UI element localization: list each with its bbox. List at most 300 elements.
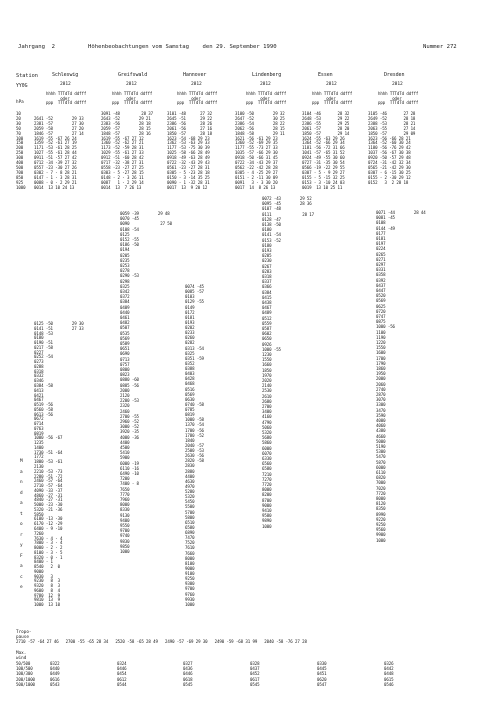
upper-cell: 1624 -55 -63 29 26 [302, 135, 345, 141]
level-entry: 2740 [376, 386, 386, 392]
level-entry: 0819 [185, 412, 195, 418]
level-entry: 2060 [376, 381, 386, 387]
upper-cell: 2383 -56 28 18 [101, 120, 151, 126]
level-entry: 0217 -58 [34, 344, 53, 350]
maxwind-cell: 0451 [317, 671, 327, 677]
maxwind-cell: 0324 [117, 661, 127, 666]
maxwind-cell: 0436 [183, 666, 193, 672]
level-entry: 5320 [262, 430, 272, 435]
level-entry: 0278 [120, 268, 130, 274]
col-subheader-2: oder [46, 95, 70, 101]
station-name: Essen [318, 72, 333, 78]
level-entry: 9700 [185, 586, 195, 592]
level-entry: 4630 [185, 478, 195, 484]
upper-cell: 1359 -52 -61 27 19 [34, 140, 77, 146]
upper-cell: 0305 - 4 -25 29 27 [235, 169, 278, 175]
level-entry: 4000 -36 [120, 434, 139, 440]
level-entry: 0108 [376, 220, 386, 226]
level-entry: 0467 [262, 305, 272, 311]
upper-cell: 0088 - 0 - 2 29 21 [34, 179, 77, 185]
level-entry: 0384 [120, 299, 130, 305]
level-entry: 7270 [262, 476, 272, 482]
level-entry: 0507 [120, 325, 130, 331]
level-entry: 0283 [262, 268, 272, 274]
level-entry: 8000 [376, 496, 386, 501]
upper-cell: 0017 13 9 20 12 [167, 184, 208, 190]
level-entry: 0740 -58 [185, 401, 204, 407]
upper-cell: 0724 -31 -42 32 34 [368, 160, 411, 165]
col-subheader-3: ppp TTTdTd ddfff [378, 100, 419, 105]
pressure-level: 100 [16, 135, 24, 141]
level-entry: 0128 -47 [262, 216, 281, 222]
level-entry: 5900 [120, 455, 130, 461]
col-subheader-1: hhhh TTTdTd ddfff [246, 91, 287, 96]
side-letter: r [20, 532, 23, 538]
level-entry: 0630 [185, 396, 195, 402]
upper-cell: 2647 -52 30 25 [235, 115, 285, 121]
maxwind-cell: 0448 [384, 671, 394, 677]
level-entry: 9810 13 9 [34, 597, 61, 603]
level-entry: 2830 [185, 463, 195, 469]
level-entry: 2680 [262, 398, 272, 404]
level-entry: 0926 [262, 341, 272, 347]
level-entry: 9100 [185, 571, 195, 577]
level-entry: 0613 -56 [34, 411, 53, 417]
level-entry: 4000 [376, 418, 386, 423]
maxwind-cell: 0546 [384, 681, 394, 687]
level-entry: 0224 [376, 246, 386, 252]
side-letter: n [20, 480, 23, 485]
side-letter: M [20, 459, 23, 464]
level-entry: 5680 [262, 435, 272, 441]
level-entry: 2500 -53 [185, 448, 204, 454]
upper-cell: 0147 - 1 - 3 28 31 [34, 174, 77, 180]
level-entry: 7610 [185, 545, 195, 551]
level-entry: 0823 [120, 372, 130, 378]
maxwind-cell: 0543 [50, 681, 60, 687]
station-name: Hannover [183, 72, 207, 78]
level-entry: 0589 [120, 341, 130, 346]
level-entry: 2700 -55 [120, 413, 139, 419]
maxwind-cell: 0547 [317, 681, 327, 687]
upper-cell: 2645 -51 29 22 [167, 115, 212, 121]
upper-cell: 1621 -56 -61 29 23 [235, 135, 278, 141]
upper-cell: 1180 -56 -76 29 42 [368, 145, 411, 151]
level-entry: 0141 -51 27 33 [34, 325, 84, 331]
level-entry: 9000 [34, 568, 44, 574]
level-entry: 3920 -35 [120, 429, 139, 435]
level-entry: 2000 [120, 387, 130, 393]
level-entry: 0141 -54 [262, 232, 281, 238]
level-entry: 0437 [376, 282, 386, 288]
level-entry: 0125 -50 29 30 [34, 321, 84, 326]
level-entry: 2610 [262, 393, 272, 399]
level-entry: 0342 [120, 289, 130, 294]
level-entry: 0625 [376, 303, 386, 309]
upper-cell: 0920 -50 -57 29 48 [368, 155, 411, 161]
level-entry: 5000 [376, 438, 386, 444]
upper-cell: 0014 13 7 26 13 [101, 184, 142, 190]
level-entry: 1730 -51 -64 [34, 449, 63, 455]
level-entry: 8000 [120, 502, 130, 508]
level-entry: 0535 [120, 330, 130, 336]
level-entry: 9780 12 9 [34, 592, 61, 598]
level-entry: 2700 [262, 404, 272, 409]
upper-cell: 0918 -49 -63 28 49 [167, 155, 210, 161]
level-entry: 2280 -51 -72 [34, 473, 63, 479]
upper-cell: 1619 -55 -67 26 24 [34, 135, 77, 141]
level-entry: 0205 [262, 253, 272, 259]
pressure-level: 20 [16, 115, 21, 121]
maxwind-cell: 0617 [250, 676, 260, 682]
col-subheader-2: oder [112, 95, 136, 101]
level-entry: 1220 [376, 340, 386, 345]
level-entry: 0153 -52 [262, 237, 281, 243]
level-entry: 7000 [376, 480, 386, 486]
level-entry: 1790 [376, 360, 386, 366]
upper-cell: 1364 -52 -60 30 24 [368, 140, 411, 146]
side-letter: c [20, 574, 23, 580]
level-entry: 8100 [185, 560, 195, 566]
upper-cell: 0152 3 2 28 18 [368, 179, 409, 185]
level-entry: 9760 [185, 591, 195, 597]
level-entry: 6110 [376, 470, 386, 475]
level-entry: 0325 [185, 350, 195, 356]
level-entry: 2130 [34, 464, 44, 469]
level-entry: 7720 [376, 490, 386, 496]
level-entry: 0415 [262, 294, 272, 300]
level-entry: 0186 -50 [120, 242, 139, 248]
upper-cell: 0307 - 5 - 9 29 27 [302, 169, 345, 175]
level-entry: 2820 -58 [185, 458, 204, 464]
level-entry: 0440 [120, 309, 130, 315]
level-entry: 8400 - 1 [34, 559, 53, 565]
level-entry: 6110 -16 [120, 465, 139, 471]
tropopause-row: 2710 -57 -64 27 46 2700 -55 -65 28 34 2520 -58 -65 28 49 2490 -57 -69 29 30 2490 -59 -68 31 99 2040 -58 -76 27 28 [16, 639, 307, 644]
level-entry: 5850 [34, 511, 44, 517]
level-entry: 8100 - 3 - 5 [34, 549, 63, 555]
station-code: 2812 [191, 82, 202, 87]
level-entry: 0193 [185, 319, 195, 325]
level-entry: 8120 [376, 501, 386, 507]
level-entry: 2120 [120, 393, 130, 398]
level-entry: 0318 [34, 368, 44, 374]
upper-cell: 0918 -50 -66 31 45 [235, 155, 278, 161]
level-entry: 5700 [185, 509, 195, 515]
level-entry: 7630 - 4 - 4 [34, 535, 63, 541]
level-entry: 0569 [376, 298, 386, 304]
level-entry: 1700 -56 [185, 427, 204, 433]
col-subheader-1: hhhh TTTdTd ddfff [378, 91, 419, 96]
level-entry: 8000 [185, 555, 195, 561]
upper-cell [368, 186, 370, 191]
level-entry: 3000 -52 [120, 424, 139, 430]
maxwind-cell: 0437 [250, 666, 260, 672]
maxwind-cell: 0440 [50, 666, 60, 672]
level-entry: 7020 [376, 485, 386, 491]
station-code: 2812 [392, 82, 403, 87]
level-entry: 6000 [262, 445, 272, 451]
maxwind-label: Max. [16, 651, 27, 656]
upper-cell: 1171 -53 -61 28 25 [34, 145, 77, 151]
upper-cell: 1037 -56 -67 30 38 [368, 150, 411, 156]
col-subheader-1: hhhh TTTdTd ddfff [112, 91, 153, 96]
level-entry: 4090 -33 -37 [34, 487, 63, 493]
pressure-level: 1000 [16, 184, 26, 190]
level-entry: 0392 [376, 277, 386, 283]
level-entry: 0253 [120, 263, 130, 268]
level-entry: 9130 [120, 512, 130, 518]
level-entry: 2000 [376, 376, 386, 382]
level-entry: 7470 [185, 535, 195, 541]
maxwind-cell: 0620 [317, 676, 327, 682]
level-entry: 1400 [34, 444, 44, 450]
level-entry: 1700 [376, 355, 386, 361]
pressure-level: 200 [16, 145, 24, 151]
level-entry: 8000 [262, 487, 272, 493]
level-entry: 8330 [120, 507, 130, 513]
level-entry: 0602 [262, 331, 272, 337]
level-entry: 1230 [262, 352, 272, 357]
upper-cell: 0087 1 - 2 29 14 [101, 179, 144, 185]
level-entry: 5500 [185, 504, 195, 510]
upper-cell: 1848 -57 28 16 [101, 130, 151, 136]
level-entry: 5000 -23 -30 [34, 502, 63, 508]
level-entry: 6890 [185, 530, 195, 536]
level-entry: 0372 [120, 294, 130, 300]
level-entry: 4380 [376, 428, 386, 434]
col-subheader-1: hhhh TTTdTd ddfff [46, 91, 87, 96]
upper-cell: 0305 - 5 -23 28 18 [167, 169, 210, 175]
level-entry: 0180 [262, 227, 272, 233]
side-letter: o [20, 522, 23, 527]
level-entry: 8200 [262, 492, 272, 498]
maxwind-cell: 0327 [183, 661, 193, 666]
level-entry: 0273 [34, 359, 44, 365]
level-entry: 9220 [376, 516, 386, 522]
level-entry: 1000 -56 -67 [34, 435, 63, 441]
level-entry: 0337 [262, 279, 272, 285]
upper-cell: 0911 -51 -57 27 42 [34, 155, 77, 161]
level-entry: 0587 [262, 326, 272, 331]
pressure-level: 70 [16, 130, 21, 136]
level-entry: 0144 -49 [376, 225, 395, 231]
upper-cell: 2381 -57 27 30 [34, 120, 84, 126]
maxwind-cell: 0616 [50, 676, 60, 682]
level-entry: 9890 [262, 518, 272, 524]
level-entry: 5320 [185, 494, 195, 500]
maxwind-cell: 0612 [117, 676, 127, 682]
level-entry: 3300 [376, 402, 386, 408]
level-entry: 1000 [120, 549, 130, 554]
side-letter: t [20, 511, 23, 517]
upper-cell: 2059 -58 27 20 [34, 125, 84, 131]
pressure-level: 925 [16, 179, 24, 185]
level-entry: 0152 -55 [120, 237, 139, 242]
upper-cell: 0303 - 5 -27 28 15 [101, 169, 144, 175]
level-entry: 9550 [120, 523, 130, 528]
level-entry: 0885 -56 [120, 382, 139, 388]
pressure-level: 500 [16, 164, 24, 170]
level-entry: 0720 [376, 308, 386, 314]
level-entry: 0095 -45 28 36 [262, 201, 312, 207]
level-entry: 4160 [262, 414, 272, 420]
upper-cell: 1364 -52 -66 29 34 [302, 140, 345, 146]
level-entry: 4400 [120, 439, 130, 445]
level-entry: 0468 [185, 381, 195, 387]
side-letter: F [20, 553, 23, 559]
level-entry: 9000 [262, 502, 272, 508]
upper-cell: 1850 -57 29 09 [368, 130, 416, 136]
upper-cell: 0150 - 3 -14 35 25 [167, 174, 210, 180]
pressure-level: 250 [16, 150, 24, 156]
level-entry: 7720 [262, 482, 272, 487]
level-entry: 0071 -44 28 44 [376, 210, 426, 215]
level-entry: 0428 [185, 376, 195, 382]
upper-cell: 0014 13 10 24 13 [34, 184, 75, 190]
level-entry: 0233 [185, 330, 195, 336]
level-entry: 0672 [34, 416, 44, 422]
level-entry: 0172 [185, 309, 195, 315]
maxwind-cell: 0445 [317, 666, 327, 672]
level-entry: 4660 [376, 433, 386, 439]
maxwind-layer: 500/1000 [16, 681, 35, 687]
upper-cell: 1177 -55 -73 27 33 [235, 145, 278, 151]
level-entry: 1000 [185, 601, 195, 607]
number-label: Nummer 272 [423, 44, 457, 50]
level-entry: 0297 [376, 262, 386, 267]
upper-cell: 1041 -57 -65 31 52 [302, 150, 345, 156]
maxwind-cell: 0322 [50, 661, 60, 666]
upper-cell: 0561 -23 -27 28 31 [167, 164, 210, 170]
level-entry: 7960 [120, 497, 130, 502]
level-entry: 0447 [376, 288, 386, 293]
level-entry: 0180 [34, 335, 44, 341]
level-entry: 0252 -54 [34, 354, 53, 360]
side-letter: a [20, 469, 23, 475]
side-letter: e [20, 585, 23, 590]
level-entry: 0569 [185, 391, 195, 397]
level-entry: 0800 [120, 367, 130, 372]
level-entry: 1235 [34, 440, 44, 446]
upper-cell: 2649 -52 28 18 [368, 115, 416, 121]
level-entry: 5190 [376, 444, 386, 449]
level-entry: 0085 -57 [185, 289, 204, 295]
level-entry: 1850 [262, 367, 272, 373]
maxwind-label-2: wind [16, 656, 27, 661]
level-entry: 0438 [262, 300, 272, 305]
level-entry: 2880 [185, 468, 195, 474]
level-entry: 9250 [185, 576, 195, 582]
level-entry: 5300 [376, 449, 386, 455]
level-entry: 0785 [185, 407, 195, 413]
station-name: Lindenberg [252, 72, 282, 78]
level-entry: 0482 [120, 320, 130, 326]
level-entry: 7770 [120, 491, 130, 497]
level-entry: 3590 [376, 412, 386, 418]
level-entry: 0070 -45 [120, 216, 139, 222]
level-entry: 6560 [262, 461, 272, 467]
level-entry: 8350 [376, 506, 386, 512]
level-entry: 2630 -56 [185, 453, 204, 459]
upper-cell: 0307 - 6 -15 30 25 [368, 169, 411, 175]
level-entry: 0650 [262, 336, 272, 342]
level-entry: 6580 [185, 524, 195, 530]
level-entry: 1860 [376, 366, 386, 371]
level-entry: 0265 [376, 251, 386, 257]
level-entry: 0384 [262, 289, 272, 295]
level-entry: 2960 -52 [120, 419, 139, 424]
level-entry: 5870 [376, 459, 386, 465]
pressure-level: 300 [16, 155, 24, 161]
maxwind-cell: 0618 [183, 676, 193, 682]
level-entry: 0713 [120, 356, 130, 362]
level-entry: 2200 -53 [120, 398, 139, 404]
maxwind-cell: 0328 [250, 661, 260, 666]
level-entry: 0403 [185, 371, 195, 377]
level-entry: 0332 [34, 373, 44, 379]
upper-cell: 0912 -51 -60 28 42 [101, 155, 144, 161]
level-entry: 9930 [185, 596, 195, 602]
level-entry: 1660 [262, 362, 272, 368]
level-entry: 0421 [34, 392, 44, 398]
level-entry: 0290 -53 [120, 273, 139, 279]
upper-cell: 0090 - 1 -32 28 31 [167, 179, 210, 185]
station-code: 2812 [260, 82, 271, 87]
level-entry: 9700 [120, 528, 130, 534]
level-entry: 2870 [376, 392, 386, 397]
level-entry: 0074 -45 [185, 284, 204, 289]
level-entry: 9000 [185, 565, 195, 571]
level-entry: 6000 [376, 464, 386, 470]
col-subheader-2: oder [246, 95, 270, 101]
level-entry: 0413 [34, 387, 44, 393]
maxwind-cell: 0545 [183, 681, 193, 687]
level-entry: 0559 [262, 320, 272, 326]
hpa-label: hPa [16, 100, 24, 105]
upper-cell: 2062 -56 28 15 [235, 125, 285, 131]
level-entry: 0819 [34, 430, 44, 436]
upper-cell: 1181 -56 -72 31 66 [302, 145, 345, 151]
level-entry: 0352 [185, 360, 195, 366]
level-entry: 7210 [262, 471, 272, 477]
level-entry: 0129 -55 [185, 299, 204, 305]
level-entry: 2460 [120, 408, 130, 414]
level-entry: 4840 -27 -31 [34, 497, 63, 503]
level-entry: 6000 -19 [120, 460, 139, 466]
level-entry: 0520 [376, 293, 386, 299]
level-entry: 1190 [376, 334, 386, 340]
level-entry: 0181 [185, 314, 195, 320]
pressure-level: 700 [16, 169, 24, 175]
level-entry: 0288 [34, 363, 44, 369]
level-entry: 4500 [120, 445, 130, 450]
station-code: 2812 [126, 82, 137, 87]
level-entry: 2140 [262, 383, 272, 389]
level-entry: 0516 [185, 386, 195, 392]
pressure-level: 30 [16, 120, 21, 126]
level-entry: 0875 [376, 319, 386, 325]
upper-cell: 0727 -31 -35 30 54 [302, 160, 345, 165]
upper-cell: 0717 -32 -38 27 31 [101, 160, 144, 165]
level-entry: 1000 -55 [262, 346, 281, 352]
level-entry: 5860 [262, 440, 272, 446]
upper-cell: 2061 -57 28 20 [302, 125, 350, 131]
upper-cell: 0712 -34 -39 27 32 [34, 160, 77, 165]
col-subheader-2: oder [312, 95, 336, 101]
col-subheader-3: ppp TTTdTd ddfff [177, 100, 218, 105]
level-entry: 0202 [185, 325, 195, 331]
